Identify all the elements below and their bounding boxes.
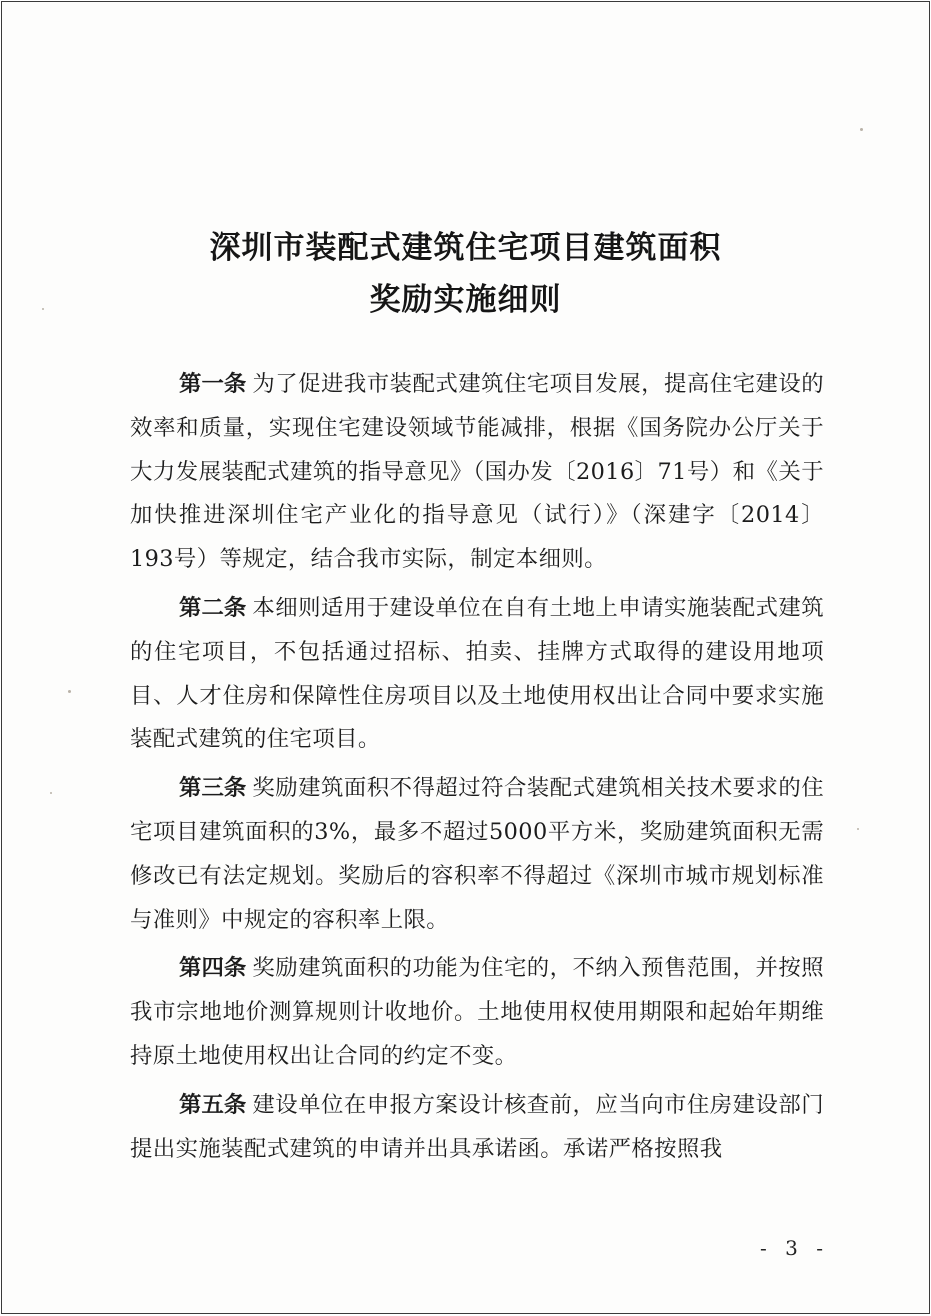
scan-speck xyxy=(68,690,71,693)
article-2-heading: 第二条 xyxy=(179,594,247,621)
article-3-text: 奖励建筑面积不得超过符合装配式建筑相关技术要求的住宅项目建筑面积的3%，最多不超过5000平方米，奖励建筑面积无需修改已有法定规划。奖励后的容积率不得超过《深圳市城市规划标准与准则》中规定的容积率上限。 xyxy=(130,775,825,933)
article-3 xyxy=(130,767,824,942)
article-1-heading: 第一条 xyxy=(179,371,247,397)
document-body xyxy=(130,363,824,1171)
article-1-text: 为了促进我市装配式建筑住宅项目发展，提高住宅建设的效率和质量，实现住宅建设领域节能减排，根据《国务院办公厅关于大力发展装配式建筑的指导意见》（国办发〔2016〕71号）和《关于加快推进深圳住宅产业化的指导意见（试行）》（深建字〔2014〕193号）等规定，结合我市实际，制定本细则。 xyxy=(130,371,825,573)
article-1 xyxy=(130,363,824,582)
article-3-heading: 第三条 xyxy=(179,775,247,802)
page-number: - 3 - xyxy=(760,1236,829,1260)
scan-speck xyxy=(860,128,863,131)
scan-speck xyxy=(50,792,52,794)
article-2 xyxy=(130,587,824,762)
article-4 xyxy=(130,947,824,1078)
document-page xyxy=(1,1,930,1314)
article-4-text: 奖励建筑面积的功能为住宅的，不纳入预售范围，并按照我市宗地地价测算规则计收地价。土地使用权使用期限和起始年期维持原土地使用权出让合同的约定不变。 xyxy=(130,955,825,1069)
article-4-heading: 第四条 xyxy=(179,955,247,982)
scan-speck xyxy=(857,828,859,830)
article-5-text: 建设单位在申报方案设计核查前，应当向市住房建设部门提出实施装配式建筑的申请并出具承诺函。承诺严格按照我 xyxy=(130,1091,825,1162)
article-2-text: 本细则适用于建设单位在自有土地上申请实施装配式建筑的住宅项目，不包括通过招标、拍卖、挂牌方式取得的建设用地项目、人才住房和保障性住房项目以及土地使用权出让合同中要求实施装配式建筑的住宅项目。 xyxy=(130,594,825,753)
document-title-line-1: 深圳市装配式建筑住宅项目建筑面积 xyxy=(209,230,722,266)
article-5-heading: 第五条 xyxy=(179,1091,247,1118)
article-5 xyxy=(130,1084,824,1172)
document-title-line-2: 奖励实施细则 xyxy=(369,282,562,318)
